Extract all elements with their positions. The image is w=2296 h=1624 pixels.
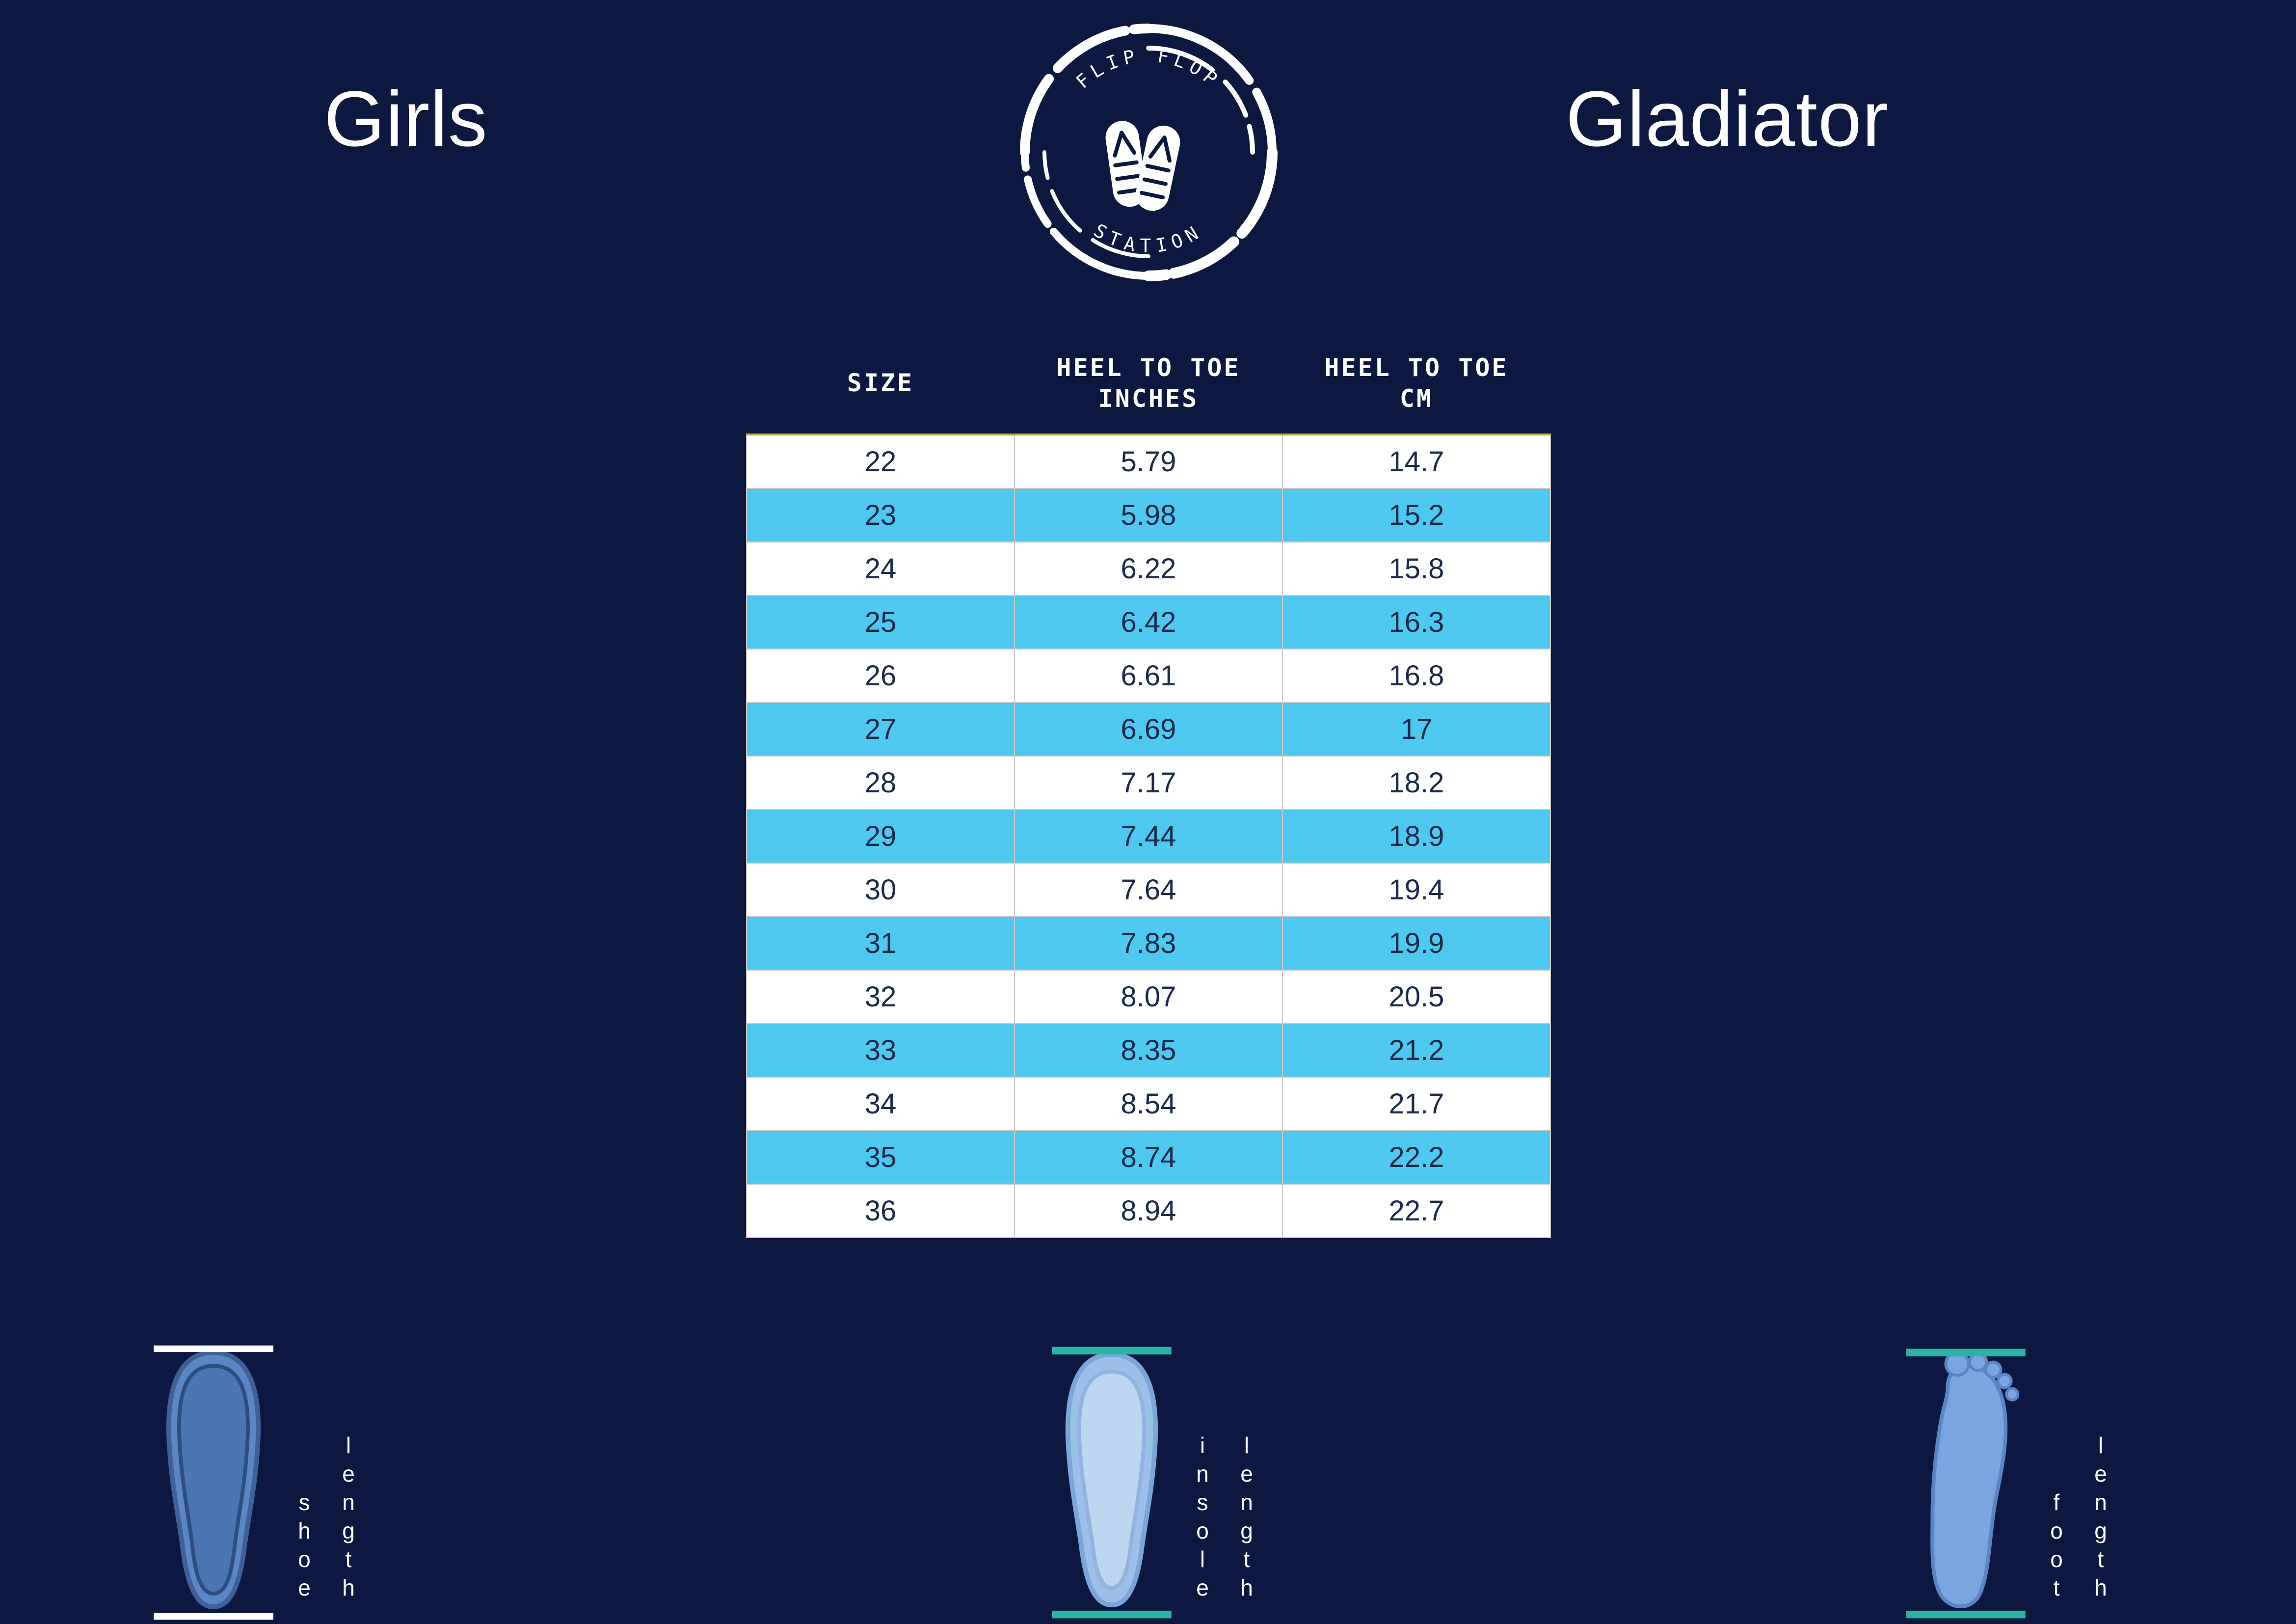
cell-inches: 6.42 <box>1015 595 1282 649</box>
shoe-icon <box>142 1339 285 1624</box>
foot-length-diagram <box>1895 1329 2130 1624</box>
cell-size: 28 <box>747 756 1015 810</box>
header-line: INCHES <box>1098 384 1199 413</box>
page-title-left: Girls <box>324 75 488 162</box>
cell-inches: 8.35 <box>1015 1024 1282 1077</box>
table-row <box>747 703 1550 756</box>
cell-cm: 18.9 <box>1282 810 1550 863</box>
table-row <box>747 488 1550 542</box>
insole-length-diagram <box>1041 1329 1276 1624</box>
foot-label <box>2042 1489 2071 1609</box>
shoe-label <box>290 1489 319 1609</box>
cell-cm: 16.8 <box>1282 649 1550 703</box>
cell-inches: 5.79 <box>1015 434 1282 488</box>
cell-inches: 6.61 <box>1015 649 1282 703</box>
cell-cm: 19.4 <box>1282 863 1550 917</box>
cell-inches: 7.17 <box>1015 756 1282 810</box>
cell-size: 30 <box>747 863 1015 917</box>
brand-logo <box>1011 15 1286 299</box>
cell-cm: 16.3 <box>1282 595 1550 649</box>
cell-inches: 8.54 <box>1015 1077 1282 1131</box>
insole-label <box>1188 1433 1217 1609</box>
shoe-length-label <box>334 1433 363 1609</box>
cell-size: 32 <box>747 970 1015 1024</box>
cell-inches: 8.94 <box>1015 1184 1282 1238</box>
cell-inches: 7.64 <box>1015 863 1282 917</box>
cell-inches: 6.69 <box>1015 703 1282 756</box>
cell-inches: 6.22 <box>1015 542 1282 595</box>
foot-length-label <box>2086 1433 2115 1609</box>
cell-cm: 18.2 <box>1282 756 1550 810</box>
header-line: HEEL TO TOE <box>1056 353 1241 382</box>
cell-size: 23 <box>747 488 1015 542</box>
column-header-cm <box>1282 344 1550 434</box>
svg-text:STATION: STATION <box>1090 219 1207 257</box>
cell-cm: 19.9 <box>1282 917 1550 970</box>
insole-label-text: insole <box>1190 1432 1216 1603</box>
cell-inches: 8.07 <box>1015 970 1282 1024</box>
table-row <box>747 756 1550 810</box>
cell-size: 22 <box>747 434 1015 488</box>
cell-size: 31 <box>747 917 1015 970</box>
table-row <box>747 1131 1550 1184</box>
shoe-length-label-text: length <box>336 1432 362 1603</box>
cell-inches: 5.98 <box>1015 488 1282 542</box>
cell-cm: 17 <box>1282 703 1550 756</box>
size-chart <box>746 344 1551 1238</box>
shoe-length-diagram <box>142 1329 378 1624</box>
cell-cm: 21.2 <box>1282 1024 1550 1077</box>
insole-length-label <box>1232 1433 1261 1609</box>
cell-cm: 22.7 <box>1282 1184 1550 1238</box>
header-line: SIZE <box>847 369 914 398</box>
insole-icon <box>1041 1339 1183 1624</box>
cell-cm: 15.8 <box>1282 542 1550 595</box>
table-row <box>747 649 1550 703</box>
svg-text:FLIP FLOP: FLIP FLOP <box>1071 44 1226 93</box>
cell-size: 25 <box>747 595 1015 649</box>
cell-inches: 7.44 <box>1015 810 1282 863</box>
cell-size: 26 <box>747 649 1015 703</box>
foot-label-text: foot <box>2044 1489 2070 1603</box>
cell-size: 34 <box>747 1077 1015 1131</box>
table-row <box>747 595 1550 649</box>
column-header-inches <box>1015 344 1282 434</box>
foot-icon <box>1895 1339 2037 1624</box>
table-row <box>747 810 1550 863</box>
column-header-size <box>747 344 1015 434</box>
table-row <box>747 917 1550 970</box>
table-row <box>747 1184 1550 1238</box>
table-row <box>747 542 1550 595</box>
cell-size: 33 <box>747 1024 1015 1077</box>
table-header-row <box>747 344 1550 434</box>
cell-size: 29 <box>747 810 1015 863</box>
cell-cm: 15.2 <box>1282 488 1550 542</box>
cell-cm: 22.2 <box>1282 1131 1550 1184</box>
insole-length-label-text: length <box>1234 1432 1260 1603</box>
cell-size: 27 <box>747 703 1015 756</box>
cell-inches: 8.74 <box>1015 1131 1282 1184</box>
cell-inches: 7.83 <box>1015 917 1282 970</box>
shoe-label-text: shoe <box>292 1489 318 1603</box>
table-row <box>747 863 1550 917</box>
table-body <box>747 434 1550 1238</box>
table-head <box>747 344 1550 434</box>
table-row <box>747 434 1550 488</box>
header-line: HEEL TO TOE <box>1324 353 1509 382</box>
cell-size: 24 <box>747 542 1015 595</box>
page-title-right: Gladiator <box>1566 75 1889 162</box>
cell-cm: 20.5 <box>1282 970 1550 1024</box>
table-row <box>747 1024 1550 1077</box>
size-table <box>746 344 1551 1238</box>
cell-cm: 21.7 <box>1282 1077 1550 1131</box>
table-row <box>747 1077 1550 1131</box>
cell-size: 36 <box>747 1184 1015 1238</box>
table-row <box>747 970 1550 1024</box>
cell-cm: 14.7 <box>1282 434 1550 488</box>
cell-size: 35 <box>747 1131 1015 1184</box>
header-line: CM <box>1399 384 1434 413</box>
foot-length-label-text: length <box>2088 1432 2114 1603</box>
